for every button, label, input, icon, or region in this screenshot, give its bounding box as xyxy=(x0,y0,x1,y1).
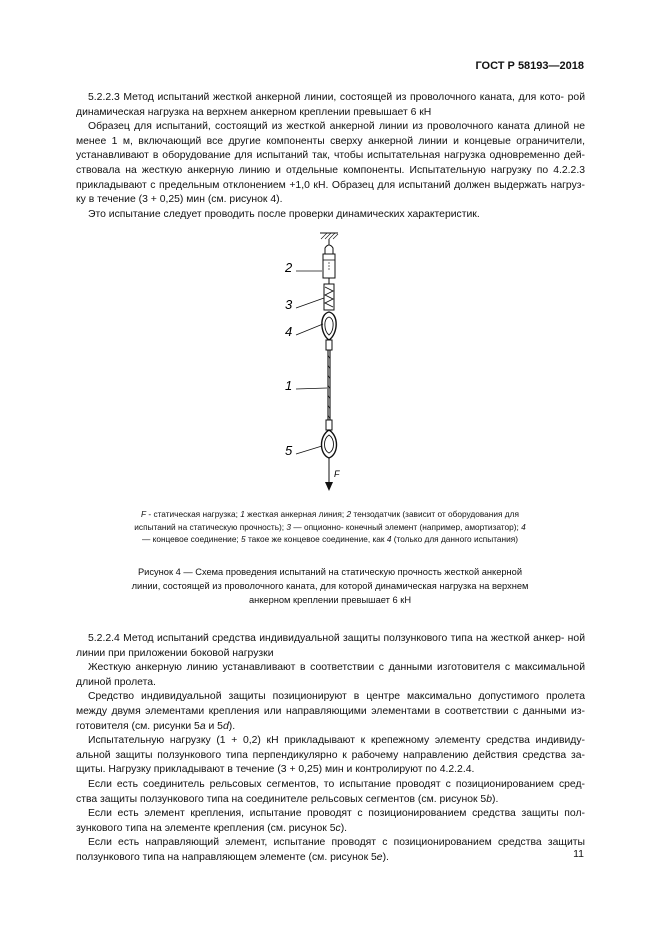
figure-legend: F - статическая нагрузка; 1 жесткая анкерная линия; 2 тензодатчик (зависит от оборудования для испытаний на статическую прочность); 3 — опционно- конечный элемент (например, амортизатор); 4 — концевое соединение; 5 такое же концевое соединение, как 4 (только для данного испытания) xyxy=(134,509,526,545)
end-connection-lower xyxy=(322,420,337,458)
paragraph-guide-element: Если есть направляющий элемент, испытание проводят с позиционированием средства защиты ползункового типа на направляющем элементе (см. рисунок 5e). xyxy=(76,837,585,863)
paragraph-fastening-element: Если есть элемент крепления, испытание проводят с позиционированием средства защиты пол- зункового типа на элементе крепления (см. рисунок 5c). xyxy=(76,808,585,834)
standard-number: ГОСТ Р 58193—2018 xyxy=(475,60,584,72)
paragraph-test-order: Это испытание следует проводить после проверки динамических характеристик. xyxy=(88,208,480,220)
callout-3: 3 xyxy=(285,297,293,312)
section-5-2-2-3 xyxy=(76,91,585,222)
paragraph-sample-description: Образец для испытаний, состоящий из жесткой анкерной линии из проволочного каната длиной не менее 1 м, включающий все другие компоненты сверху анкерной линии и концевые ограничители, устанавливают в оборудование для испытаний так, чтобы испытательная нагрузка одновременно дей- ствовала на жесткую анкерную линию и отдельные компоненты. Испытательную нагрузку по 4.2.2.3 прикладывают с предельным отклонением +1,0 кН. Образец для испытаний должен выдержать нагруз- ку в течение (3 + 0,25) мин (см. рисунок 4). xyxy=(76,121,585,206)
force-label: F xyxy=(334,469,340,479)
figure-caption: Рисунок 4 — Схема проведения испытаний на статическую прочность жесткой анкерной линии, состоящей из проволочного каната, для которой динамическая нагрузка на верхнем анкерном креплении превышает 6 кН xyxy=(131,567,529,606)
figure-4-test-scheme xyxy=(276,230,388,492)
paragraph-load: Испытательную нагрузку (1 + 0,2) кН прикладывают к крепежному элементу средства индивиду- альной защиты ползункового типа перпендикулярно к рабочему направлению действия средства за- щиты. Нагрузку прикладывают в течение (3 + 0,25) мин и контролируют по 4.2.2.4. xyxy=(76,735,585,776)
end-connection-upper xyxy=(322,312,336,350)
top-anchor-hatching xyxy=(320,233,338,239)
callout-5: 5 xyxy=(285,443,293,458)
callout-2: 2 xyxy=(285,260,293,275)
callout-1: 1 xyxy=(285,378,293,393)
paragraph-title-5-2-2-3: 5.2.2.3 Метод испытаний жесткой анкерной линии, состоящей из проволочного каната, для кото- рой динамическая нагрузка на верхнем анкерном креплении превышает 6 кН xyxy=(76,92,585,118)
paragraph-title-5-2-2-4: 5.2.2.4 Метод испытаний средства индивидуальной защиты ползункового типа на жесткой анкер- ной линии при приложении боковой нагрузки xyxy=(76,633,585,659)
section-5-2-2-4 xyxy=(76,632,585,866)
paragraph-positioning: Средство индивидуальной защиты позиционируют в центре максимально допустимого пролета между двумя элементами крепления или направляющими элементами в соответствии с данными из- готовителя (см. рисунки 5a и 5d). xyxy=(76,691,585,732)
force-arrow xyxy=(325,458,333,491)
paragraph-rail-connector: Если есть соединитель рельсовых сегментов, то испытание проводят с позиционированием сред- ства защиты ползункового типа на соединителе рельсовых сегментов (см. рисунок 5b). xyxy=(76,778,585,805)
callout-4: 4 xyxy=(285,324,293,339)
paragraph-installation: Жесткую анкерную линию устанавливают в соответствии с данными изготовителя с максимальной длиной пролета. xyxy=(76,662,585,688)
page-number: 11 xyxy=(573,848,584,860)
wire-rope xyxy=(328,350,330,420)
